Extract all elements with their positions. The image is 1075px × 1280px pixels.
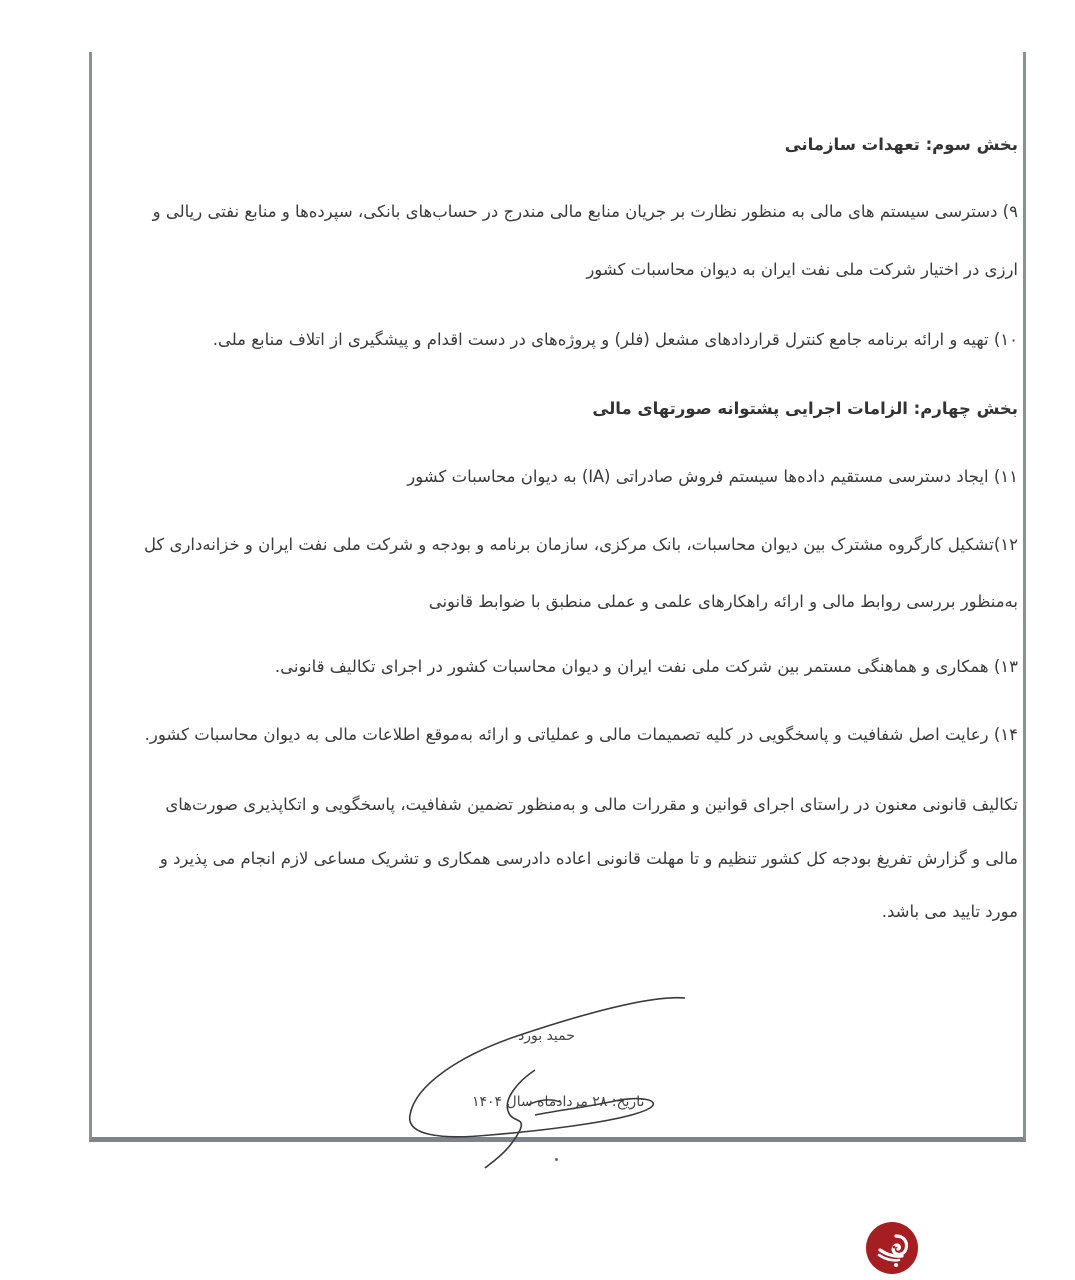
item-11: ۱۱) ایجاد دسترسی مستقیم داده‌ها سیستم فروش صادراتی (IA) به دیوان محاسبات کشور	[407, 467, 1018, 486]
stray-mark	[555, 1158, 558, 1161]
news-agency-logo-icon	[866, 1222, 918, 1274]
closing-line-3: مورد تایید می باشد.	[881, 902, 1018, 921]
signature-block	[400, 990, 700, 1170]
closing-line-1: تکالیف قانونی معنون در راستای اجرای قوانین و مقررات مالی و به‌منظور تضمین شفافیت، پاسخگویی و اتکاپذیری صورت‌های	[165, 795, 1018, 814]
signer-name: حمید بورد	[518, 1028, 575, 1044]
item-14: ۱۴) رعایت اصل شفافیت و پاسخگویی در کلیه تصمیمات مالی و عملیاتی و ارائه به‌موقع اطلاعات مالی به دیوان محاسبات کشور.	[144, 725, 1018, 744]
item-12-line-1: ۱۲)تشکیل کارگروه مشترک بین دیوان محاسبات، بانک مرکزی، سازمان برنامه و بودجه و شرکت ملی نفت ایران و خزانه‌داری کل	[143, 535, 1018, 554]
section-four-heading: بخش چهارم: الزامات اجرایی پشتوانه صورتهای مالی	[592, 399, 1018, 418]
handwritten-signature-icon	[400, 990, 700, 1170]
closing-line-2: مالی و گزارش تفریغ بودجه کل کشور تنظیم و تا مهلت قانونی اعاده دادرسی همکاری و تشریک مساعی لازم انجام می پذیرد و	[159, 849, 1018, 868]
item-12-line-2: به‌منظور بررسی روابط مالی و ارائه راهکارهای علمی و عملی منطبق با ضوابط قانونی	[428, 592, 1018, 611]
section-three-heading: بخش سوم: تعهدات سازمانی	[784, 135, 1018, 154]
item-9-line-1: ۹) دسترسی سیستم های مالی به منظور نظارت بر جریان منابع مالی مندرج در حساب‌های بانکی، سپرده‌ها و منابع نفتی ریالی و	[152, 202, 1018, 221]
signature-date: تاریخ: ۲۸ مردادماه سال ۱۴۰۴	[472, 1094, 645, 1110]
item-10: ۱۰) تهیه و ارائه برنامه جامع کنترل قراردادهای مشعل (فلر) و پروژه‌های در دست اقدام و پیشگیری از اتلاف منابع ملی.	[212, 330, 1018, 349]
item-9-line-2: ارزی در اختیار شرکت ملی نفت ایران به دیوان محاسبات کشور	[586, 260, 1018, 279]
item-13: ۱۳) همکاری و هماهنگی مستمر بین شرکت ملی نفت ایران و دیوان محاسبات کشور در اجرای تکالیف قانونی.	[274, 657, 1018, 676]
